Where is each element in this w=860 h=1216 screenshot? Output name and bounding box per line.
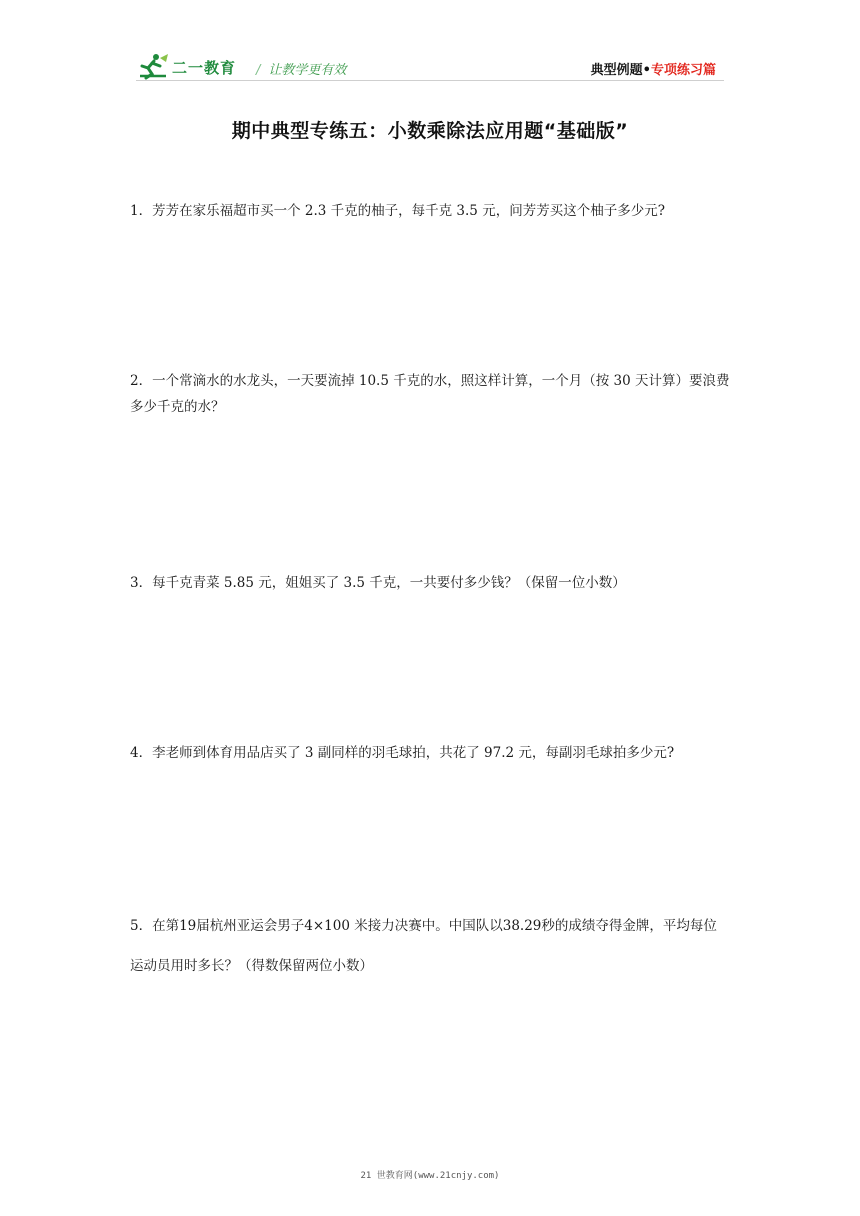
section-label-dot: • xyxy=(642,63,651,78)
slogan-separator: / xyxy=(256,63,261,78)
question-4: 4．李老师到体育用品店买了 3 副同样的羽毛球拍，共花了 97.2 元，每副羽毛球拍多少元? xyxy=(130,745,675,761)
page-footer: 21 世教育网(www.21cnjy.com) xyxy=(360,1171,500,1181)
section-label-sub: 专项练习篇 xyxy=(650,63,716,78)
page-header xyxy=(136,52,724,84)
question-1: 1．芳芳在家乐福超市买一个 2.3 千克的柚子，每千克 3.5 元，问芳芳买这个柚子多少元? xyxy=(130,203,665,219)
question-3: 3．每千克青菜 5.85 元，姐姐买了 3.5 千克，一共要付多少钱？（保留一位小数） xyxy=(130,575,626,591)
header-divider xyxy=(136,80,724,81)
slogan-text: 让教学更有效 xyxy=(268,63,347,78)
question-2: 2．一个常滴水的水龙头，一天要流掉 10.5 千克的水，照这样计算，一个月（按 30 天计算）要浪费多少千克的水？ xyxy=(130,373,730,415)
section-label-main: 典型例题 xyxy=(590,63,643,78)
brand-name: 二一教育 xyxy=(172,59,237,77)
page-title: 期中典型专练五：小数乘除法应用题“基础版” xyxy=(231,120,629,142)
section-label xyxy=(591,59,716,78)
slogan xyxy=(256,59,346,78)
runner-logo-icon xyxy=(136,52,172,82)
logo xyxy=(136,52,256,82)
question-5: 5．在第19届杭州亚运会男子4×100 米接力决赛中。中国队以38.29秒的成绩夺得金牌，平均每位运动员用时多长？（得数保留两位小数） xyxy=(130,918,717,974)
